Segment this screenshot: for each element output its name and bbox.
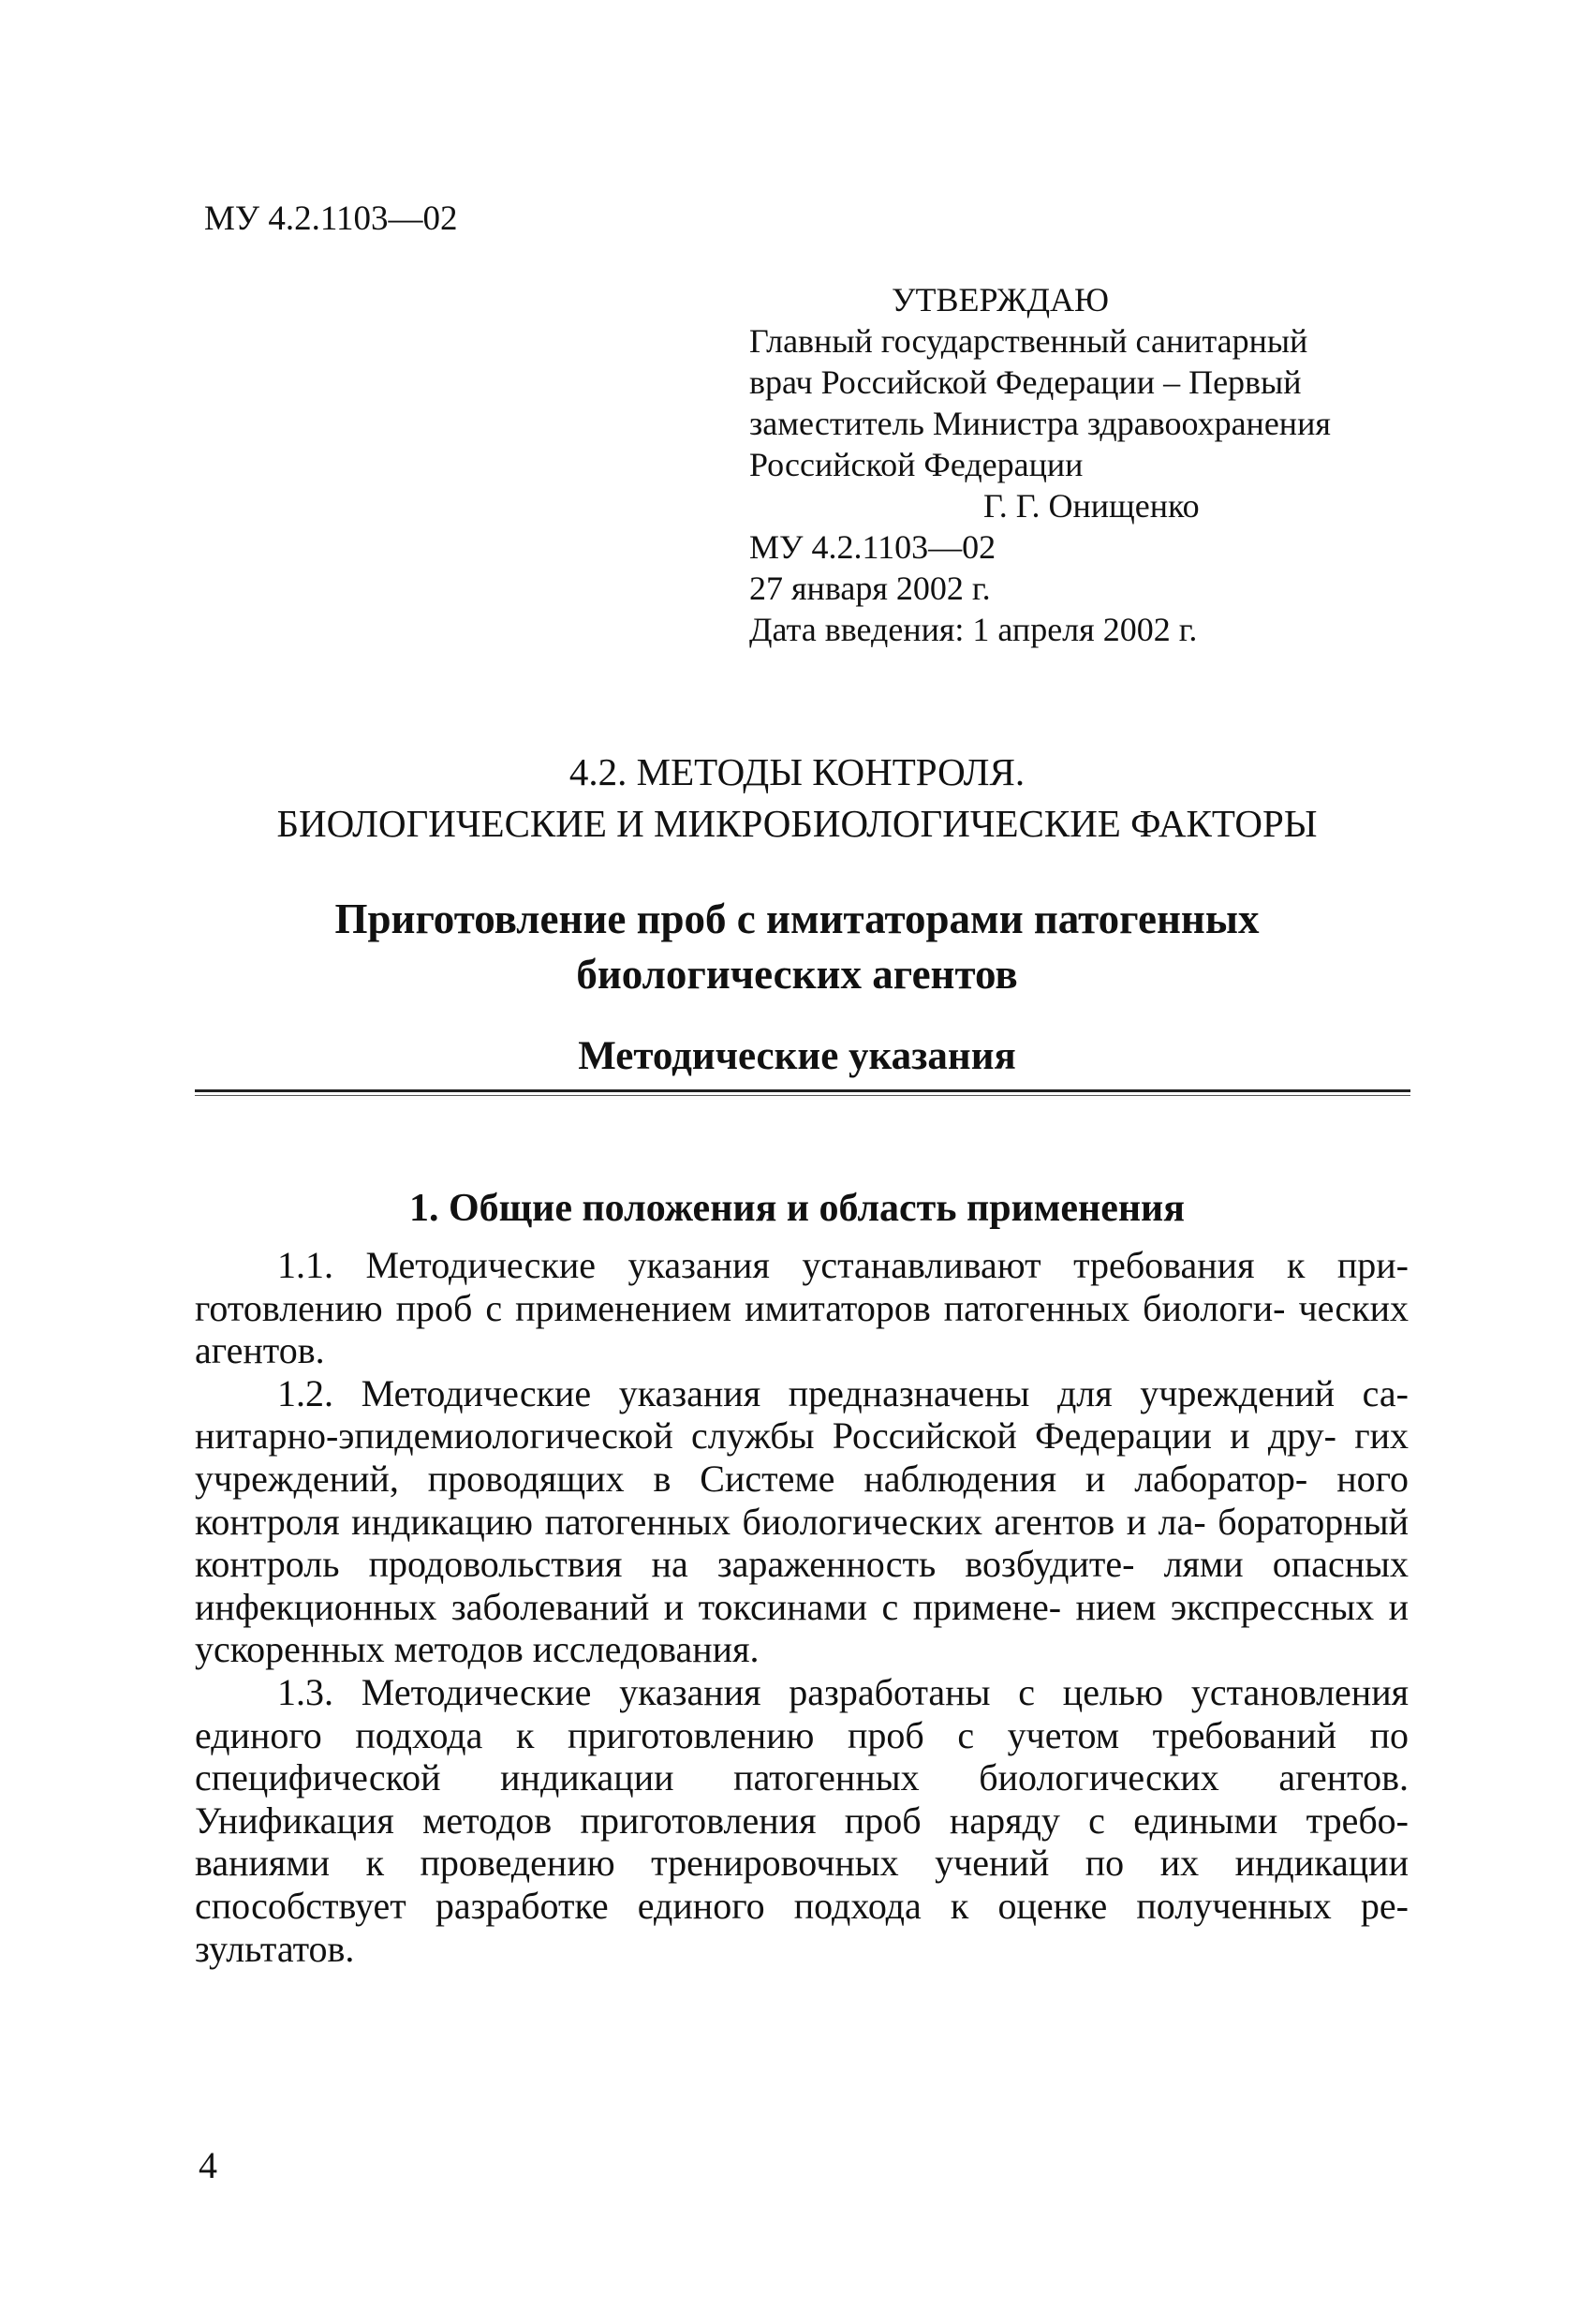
chapter-heading: 1. Общие положения и область применения [409,1187,1185,1230]
paragraph-line: ческих агентов. [195,1286,1409,1372]
paragraph-line: нием экспрессных и ускоренных методов исследования. [195,1585,1410,1671]
paragraph-line: специфической индикации патогенных биологических агентов. [195,1756,1409,1799]
paragraph-line: готовлению проб с применением имитаторов патогенных биологи- [195,1286,1286,1329]
approval-line: Главный государственный санитарный [749,322,1308,360]
paragraph-1-3 [195,1671,1409,1970]
chapter-body [195,1244,1409,1970]
approval-block [749,279,1424,650]
approval-line: Российской Федерации [749,446,1084,483]
document-title-line1: Приготовление проб с имитаторами патогенных [334,896,1260,942]
paragraph-line: способствует разработке единого подхода к оценке полученных ре- [195,1884,1409,1927]
approval-signatory: Г. Г. Онищенко [983,487,1200,525]
document-code: МУ 4.2.1103—02 [204,200,458,238]
paragraph-1-1 [195,1244,1409,1372]
approval-line: заместитель Министра здравоохранения [749,405,1331,442]
paragraph-line: нитарно-эпидемиологической службы Российской Федерации и дру- [195,1414,1336,1458]
document-title-line2: биологических агентов [576,951,1018,998]
approval-line: врач Российской Федерации – Первый [749,363,1302,401]
title-divider [195,1089,1410,1092]
section-heading-line2: БИОЛОГИЧЕСКИЕ И МИКРОБИОЛОГИЧЕСКИЕ ФАКТОРЫ [276,802,1318,845]
paragraph-line: 1.1. Методические указания устанавливают требования к при- [277,1244,1409,1286]
paragraph-1-2 [195,1372,1409,1671]
section-heading-line1: 4.2. МЕТОДЫ КОНТРОЛЯ. [568,750,1026,793]
approval-title: УТВЕРЖДАЮ [892,281,1110,318]
approval-date: 27 января 2002 г. [749,570,991,607]
title-divider-thin [195,1095,1410,1096]
document-subtitle: Методические указания [578,1034,1016,1078]
paragraph-line: Унификация методов приготовления проб наряду с едиными требо- [195,1799,1409,1842]
approval-effective-date: Дата введения: 1 апреля 2002 г. [749,611,1198,648]
paragraph-line: ваниями к проведению тренировочных учений по их индикации [195,1842,1409,1885]
approval-doc-code: МУ 4.2.1103—02 [749,528,996,566]
paragraph-line: гих учреждений, проводящих в Системе наблюдения и лаборатор- [195,1414,1410,1500]
paragraph-line: 1.3. Методические указания разработаны с целью установления [277,1670,1409,1713]
page-number: 4 [199,2144,217,2186]
paragraph-line: лями опасных инфекционных заболеваний и токсинами с примене- [195,1543,1409,1628]
paragraph-line: ного контроля индикацию патогенных биологических агентов и ла- [195,1457,1410,1543]
paragraph-line: бораторный контроль продовольствия на зараженность возбудите- [195,1500,1409,1586]
paragraph-line: единого подхода к приготовлению проб с учетом требований по [195,1713,1409,1756]
paragraph-line: 1.2. Методические указания предназначены для учреждений са- [277,1371,1409,1414]
paragraph-line: зультатов. [195,1927,355,1970]
